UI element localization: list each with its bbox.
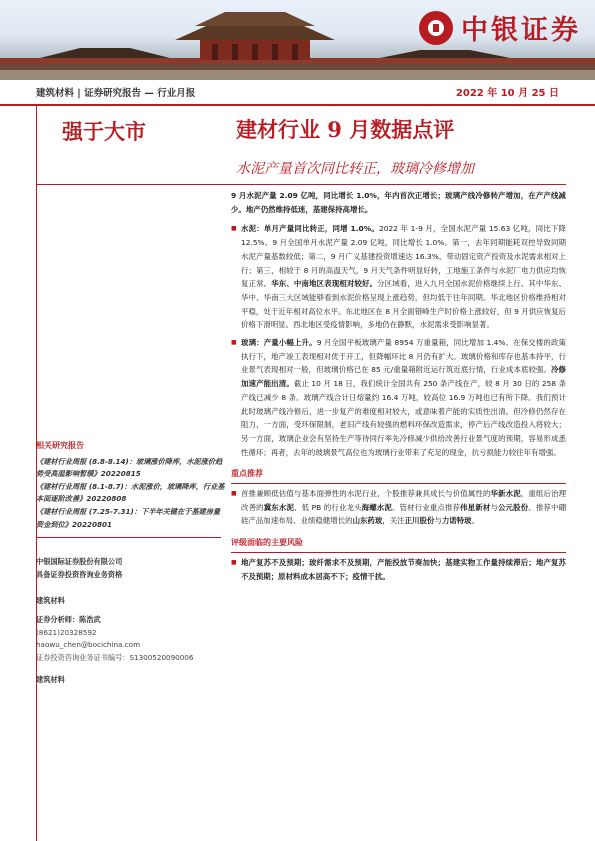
disclosure-company: 中银国际证券股份有限公司 (36, 557, 123, 567)
page-subtitle: 水泥产量首次同比转正，玻璃冷修增加 (236, 161, 474, 177)
stock-name: 伟星新材 (460, 502, 491, 512)
stock-name: 海螺水泥 (361, 502, 392, 512)
picks-section (231, 487, 566, 528)
cement-text-1: 2022 年 1-9 月，全国水泥产量 15.63 亿吨，同比下降 12.5%。9 月全国单月水泥产量 2.09 亿吨，同比增长 1.0%。第一，去年同期能耗双控导致同期水泥产量基数较低；第二，9 月广义基建投资增速达 16.3%，带动固定资产投资及水泥需求相对上行；第三，相较于 8 月的高温天气，9 月天气条件明显好转，工地施工条件与水泥厂电力供应均恢复正常。 (241, 224, 566, 289)
stock-name: 华新水泥 (490, 489, 521, 499)
stock-name: 正川股份 (404, 516, 435, 526)
analyst-label: 证券分析师：陈浩武 (36, 614, 101, 624)
sector-label-2: 建筑材料 (36, 675, 65, 685)
title-divider (36, 184, 566, 185)
stock-name: 冀东水泥 (263, 502, 295, 512)
picks-text: 与 (434, 516, 442, 526)
cement-lead: 水泥：单月产量同比转正，同增 1.0%。 (241, 224, 380, 234)
left-sidebar (36, 440, 226, 687)
cement-bold-2: 华东、中南地区表现相对较好。 (271, 279, 378, 289)
risks-heading: 评级面临的主要风险 (231, 536, 566, 553)
glass-text-1: 9 月全国平板玻璃产量 8954 万重量箱，同比增加 1.4%。在保交楼的政策执行下，地产竣工表现相对优于开工，但降幅环比 8 月仍有扩大。玻璃价格和库存也基本持平，行业景气表现相对一般，但玻璃价格已在 85 元/重量箱附近运行筑近底行情，行业成本底较强。 (241, 338, 566, 375)
glass-text-2: 截止 10 月 18 日，我们统计全国共有 250 条产线在产，较 8 月 30 日的 258 条产线已减少 8 条。玻璃产线合计日熔量约 16.4 万吨，较高位 16.9 万吨也已有所下降。我们预计此时玻璃产线冷修后，进一步复产的难度相对较大，或意味着产能的实质性出清。但冷修仍然存在阻力，一方面，受环保限制，老旧产线有较强的燃料环保改造需求，停产后产线改造投入将较大；另一方面，玻璃企业会有坚持生产等待同行率先冷修减少供给改善行业景气度的预期，容易形成悉性循环；再者，去年的玻璃景气高位也为玻璃行业带来了充足的现金，抗亏损能力较往年有增强。 (241, 379, 567, 457)
picks-text: ，关注 (382, 516, 405, 526)
analyst-cert: 证券投资咨询业务证书编号：S1300520090006 (36, 652, 194, 662)
main-content (231, 189, 566, 583)
summary: 9 月水泥产量 2.09 亿吨，同比增长 1.0%，年内首次正增长；玻璃产线冷修转产增加，在产产线减少。地产仍然维持低迷，基建保持高增长。 (231, 191, 566, 214)
picks-text: ，重组后治理改善的 (241, 489, 567, 512)
stock-name: 山东药玻 (352, 516, 383, 526)
sidebar-border (0, 106, 37, 841)
picks-text: 。管材行业重点推荐 (391, 502, 461, 512)
sidebar-divider (36, 537, 221, 538)
analyst-phone: (8621)20328592 (36, 627, 97, 637)
header-strip (0, 80, 595, 106)
disclosure-license: 具备证券投资咨询业务资格 (36, 569, 123, 579)
picks-text: 。推荐中硼硅产品加速布局、业绩稳健增长的 (241, 502, 567, 526)
page-title: 建材行业 9 月数据点评 (236, 117, 455, 142)
company-logo (419, 8, 581, 47)
related-reports-heading: 相关研究报告 (36, 441, 84, 450)
boc-logo-icon (419, 11, 453, 45)
sector-label: 建筑材料 (36, 596, 65, 606)
cement-text-2: 分区域看，进入九月全国水泥价格继续上行。其中华东、华中、华南三大区域能够看到水泥价格呈现上涨趋势，但均低于往年同期。华北地区价格维持相对平稳，处于近年相对高位水平。东北地区在 8 月全面错峰生产时价格上涨较好，但 9 月供应恢复后价格下滑明显。西北地区受疫情影响，多地仍在静默，水泥需求受影响显著。 (241, 279, 567, 330)
glass-section (231, 336, 566, 459)
cement-section (231, 222, 566, 332)
picks-text: 。 (471, 516, 479, 526)
related-report[interactable]: 《建材行业周报 (8.1-8.7)：水泥涨价，玻璃降库，行业基本面逐阶改善》20220808 (36, 481, 225, 504)
stock-name: 公元股份 (497, 502, 529, 512)
related-report[interactable]: 《建材行业周报 (8.8-8.14)：玻璃涨价降库，水泥涨价趋势受高温影响暂缓》20220815 (36, 456, 223, 479)
stock-name: 力诺特玻 (441, 516, 472, 526)
picks-heading: 重点推荐 (231, 467, 566, 484)
analyst-email[interactable]: haowu_chen@bocichina.com (36, 640, 141, 650)
picks-text: 、低 PB 的行业龙头 (294, 502, 362, 512)
report-date: 2022 年 10 月 25 日 (455, 88, 559, 99)
rating-label: 强于大市 (62, 119, 146, 144)
breadcrumb: 建筑材料 | 证券研究报告 — 行业月报 (36, 88, 196, 99)
risks-text: ■ 地产复苏不及预期；玻纤需求不及预期，产能投放节奏加快；基建实物工作量持续滞后；地产复苏不及预期；原材料成本居高不下；疫情干扰。 (231, 556, 566, 583)
glass-bold-2: 冷修加速产能出清。 (241, 365, 566, 389)
related-report[interactable]: 《建材行业周报 (7.25-7.31)：下半年关键在于基建房量资金到位》20220801 (36, 506, 221, 529)
glass-lead: 玻璃：产量小幅上升。 (241, 338, 317, 348)
picks-text: 首推兼顾低估值与基本面弹性的水泥行业，个股推荐兼具成长与价值属性的 (241, 489, 491, 499)
header-banner (0, 0, 595, 80)
picks-text: 与 (490, 502, 498, 512)
logo-text: 中银证券 (461, 15, 581, 46)
